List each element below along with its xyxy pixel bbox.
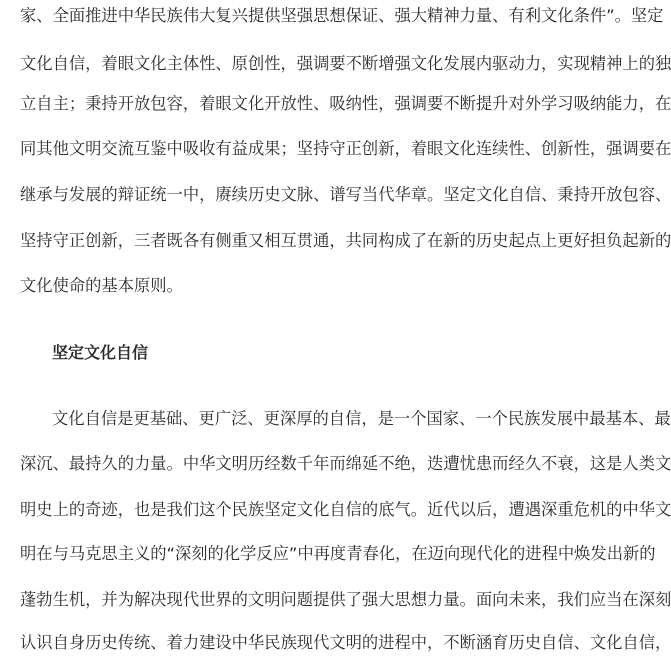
paragraph-line: 明在与马克思主义的“深刻的化学反应”中再度青春化，在迈向现代化的进程中焕发出新的 xyxy=(20,544,656,563)
paragraph-line: 文化使命的基本原则。 xyxy=(20,276,183,295)
paragraph-line: 明史上的奇迹，也是我们这个民族坚定文化自信的底气。近代以后，遭遇深重危机的中华文 xyxy=(20,500,671,519)
paragraph-line: 认识自身历史传统、着力建设中华民族现代文明的进程中，不断涵育历史自信、文化自信， xyxy=(20,633,671,652)
paragraph-line: 继承与发展的辩证统一中，赓续历史文脉、谱写当代华章。坚定文化自信、秉持开放包容、 xyxy=(20,185,671,204)
paragraph-line: 同其他文明交流互鉴中吸收有益成果；坚持守正创新，着眼文化连续性、创新性，强调要在 xyxy=(20,139,671,158)
paragraph-line: 家、全面推进中华民族伟大复兴提供坚强思想保证、强大精神力量、有利文化条件”。坚定 xyxy=(20,6,664,25)
paragraph-line: 文化自信是更基础、更广泛、更深厚的自信，是一个国家、一个民族发展中最基本、最 xyxy=(52,409,671,428)
paragraph-line: 蓬勃生机，并为解决现代世界的文明问题提供了强大思想力量。面向未来，我们应当在深刻 xyxy=(20,590,671,609)
paragraph-line: 文化自信，着眼文化主体性、原创性，强调要不断增强文化发展内驱动力，实现精神上的独 xyxy=(20,54,671,73)
paragraph-line: 立自主；秉持开放包容，着眼文化开放性、吸纳性，强调要不断提升对外学习吸纳能力，在 xyxy=(20,94,671,113)
paragraph-line: 坚持守正创新，三者既各有侧重又相互贯通，共同构成了在新的历史起点上更好担负起新的 xyxy=(20,231,671,250)
paragraph-line: 深沉、最持久的力量。中华文明历经数千年而绵延不绝，迭遭忧患而经久不衰，这是人类文 xyxy=(20,454,671,473)
section-heading: 坚定文化自信 xyxy=(52,343,149,362)
